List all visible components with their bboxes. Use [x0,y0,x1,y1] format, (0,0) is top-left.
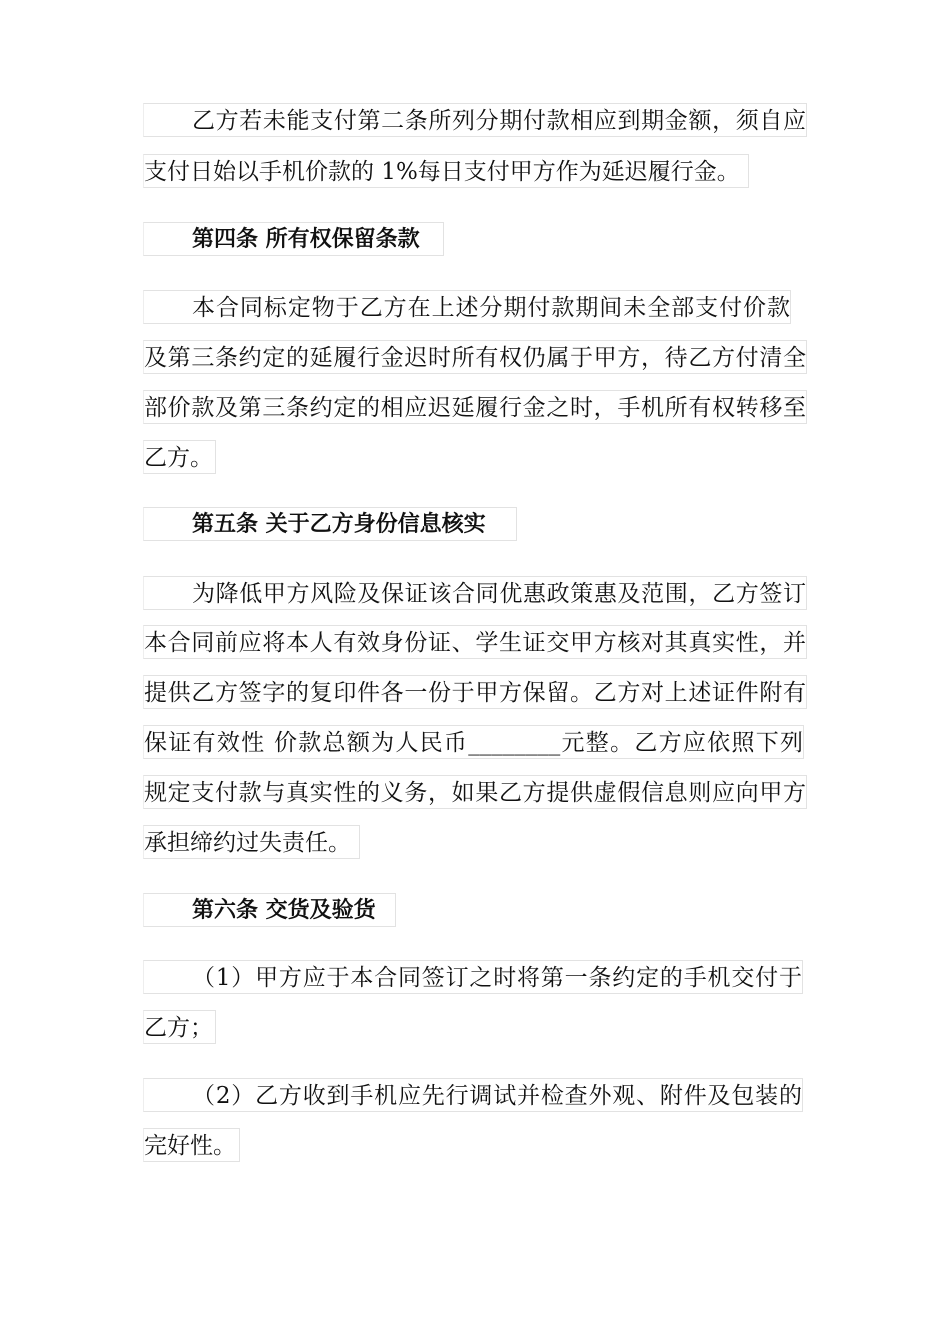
paragraph-line: 乙方若未能支付第二条所列分期付款相应到期金额，须自应 [143,103,807,137]
section-heading-5: 第五条 关于乙方身份信息核实 [143,507,517,541]
paragraph-line: 本合同前应将本人有效身份证、学生证交甲方核对其真实性，并 [143,625,807,659]
section-heading-4: 第四条 所有权保留条款 [143,222,444,256]
paragraph-line: 为降低甲方风险及保证该合同优惠政策惠及范围，乙方签订 [143,576,807,610]
paragraph-line: 提供乙方签字的复印件各一份于甲方保留。乙方对上述证件附有 [143,675,807,709]
paragraph-line: 保证有效性 价款总额为人民币________元整。乙方应依照下列 [143,725,804,759]
paragraph-line: 及第三条约定的延履行金迟时所有权仍属于甲方，待乙方付清全 [143,340,807,374]
paragraph-line: 规定支付款与真实性的义务，如果乙方提供虚假信息则应向甲方 [143,775,807,809]
paragraph-line: 完好性。 [143,1128,240,1162]
paragraph-line: 部价款及第三条约定的相应迟延履行金之时，手机所有权转移至 [143,390,807,424]
paragraph-line: （2）乙方收到手机应先行调试并检查外观、附件及包装的 [143,1078,803,1112]
section-heading-6: 第六条 交货及验货 [143,893,396,927]
paragraph-line: 承担缔约过失责任。 [143,825,360,859]
paragraph-line: 支付日始以手机价款的 1%每日支付甲方作为延迟履行金。 [143,154,749,188]
paragraph-line: 乙方； [143,1010,216,1044]
paragraph-line: 本合同标定物于乙方在上述分期付款期间未全部支付价款 [143,290,791,324]
paragraph-line: 乙方。 [143,440,216,474]
paragraph-line: （1）甲方应于本合同签订之时将第一条约定的手机交付于 [143,960,803,994]
